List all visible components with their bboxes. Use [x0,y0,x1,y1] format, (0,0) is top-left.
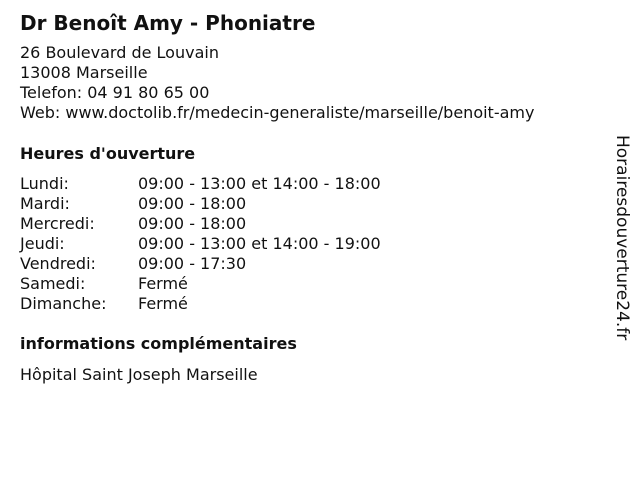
page-title: Dr Benoît Amy - Phoniatre [20,11,316,35]
contact-block [20,43,534,123]
hours-day: Jeudi: [20,234,65,253]
hours-time: Fermé [138,274,188,293]
opening-hours-list [20,174,381,314]
website-link[interactable]: Web: www.doctolib.fr/medecin-generaliste/marseille/benoit-amy [20,103,535,122]
hours-day: Samedi: [20,274,86,293]
phone-number: Telefon: 04 91 80 65 00 [20,83,210,102]
hours-row-monday [20,174,381,194]
address-city: 13008 Marseille [20,63,148,82]
hours-row-thursday [20,234,381,254]
hours-time: 09:00 - 17:30 [138,254,247,273]
hours-day: Dimanche: [20,294,107,313]
hours-row-wednesday [20,214,381,234]
hours-time: 09:00 - 18:00 [138,194,247,213]
hours-day: Lundi: [20,174,69,193]
hours-row-friday [20,254,381,274]
hours-day: Mardi: [20,194,70,213]
hours-time: 09:00 - 18:00 [138,214,247,233]
hours-row-sunday [20,294,381,314]
hours-time: Fermé [138,294,188,313]
hours-row-saturday [20,274,381,294]
hours-time: 09:00 - 13:00 et 14:00 - 18:00 [138,174,381,193]
hours-time: 09:00 - 13:00 et 14:00 - 19:00 [138,234,381,253]
site-watermark-text: Horairesdouverture24.fr [612,135,632,341]
address-street: 26 Boulevard de Louvain [20,43,219,62]
hours-row-tuesday [20,194,381,214]
opening-hours-heading: Heures d'ouverture [20,144,196,163]
hours-day: Mercredi: [20,214,95,233]
additional-info-text: Hôpital Saint Joseph Marseille [20,365,258,384]
hours-day: Vendredi: [20,254,96,273]
additional-info-heading: informations complémentaires [20,334,297,353]
